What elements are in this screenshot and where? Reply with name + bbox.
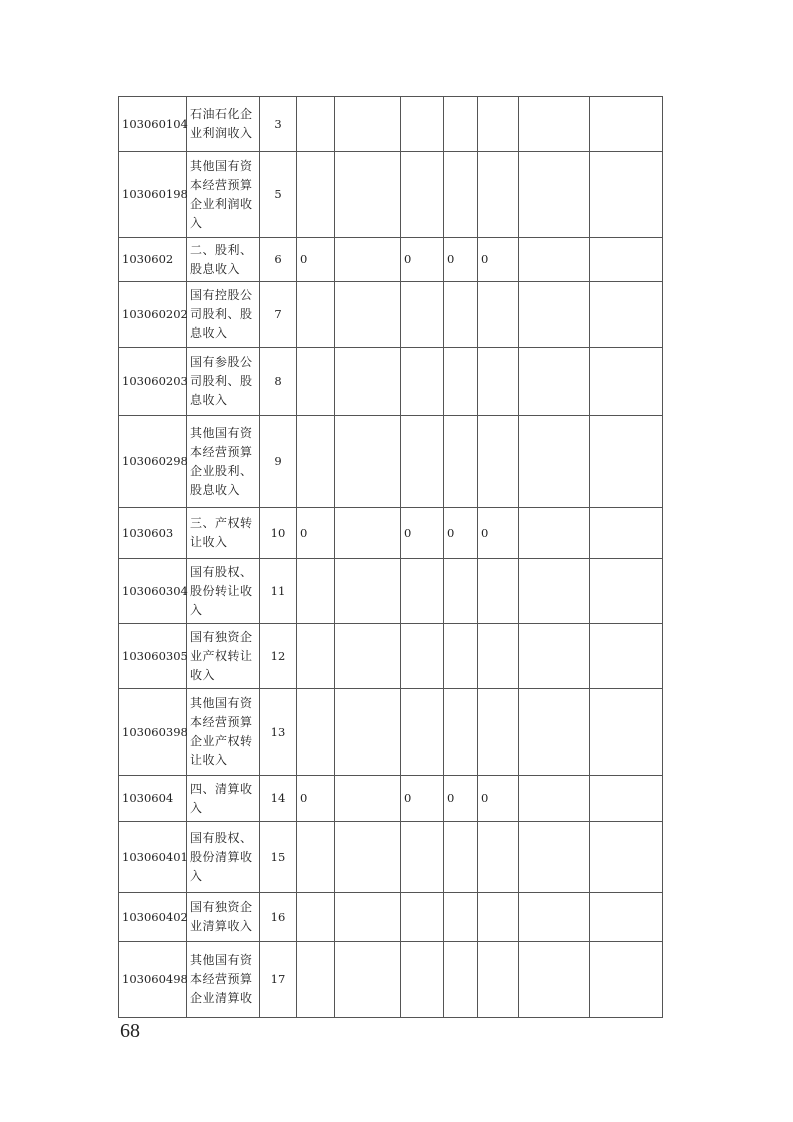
line-number-cell: 5 <box>260 152 297 238</box>
account-code-cell: 1030604 <box>119 776 187 822</box>
value-cell <box>519 893 590 942</box>
value-cell <box>590 97 663 152</box>
value-cell: 0 <box>444 508 478 559</box>
line-number-cell: 6 <box>260 238 297 282</box>
value-cell <box>478 416 519 508</box>
account-name-cell: 其他国有资本经营预算企业产权转让收入 <box>187 689 260 776</box>
value-cell <box>519 689 590 776</box>
value-cell <box>335 893 401 942</box>
line-number-cell: 11 <box>260 559 297 624</box>
value-cell <box>478 689 519 776</box>
account-code-cell: 103060304 <box>119 559 187 624</box>
account-name-cell: 其他国有资本经营预算企业利润收入 <box>187 152 260 238</box>
table-row <box>119 238 663 282</box>
value-cell <box>401 893 444 942</box>
value-cell <box>401 97 444 152</box>
value-cell <box>297 152 335 238</box>
value-cell <box>590 508 663 559</box>
table-row <box>119 624 663 689</box>
account-code-cell: 1030602 <box>119 238 187 282</box>
value-cell: 0 <box>297 508 335 559</box>
value-cell <box>590 238 663 282</box>
value-cell <box>444 282 478 348</box>
value-cell <box>590 282 663 348</box>
value-cell <box>519 238 590 282</box>
line-number-cell: 8 <box>260 348 297 416</box>
account-name-cell: 其他国有资本经营预算企业清算收 <box>187 942 260 1018</box>
table-row <box>119 822 663 893</box>
value-cell <box>590 348 663 416</box>
value-cell <box>335 97 401 152</box>
account-name-cell: 二、股利、股息收入 <box>187 238 260 282</box>
value-cell <box>590 822 663 893</box>
value-cell <box>519 282 590 348</box>
value-cell <box>401 416 444 508</box>
value-cell <box>335 559 401 624</box>
value-cell <box>590 559 663 624</box>
value-cell <box>297 822 335 893</box>
value-cell <box>335 624 401 689</box>
value-cell: 0 <box>478 776 519 822</box>
line-number-cell: 17 <box>260 942 297 1018</box>
account-name-cell: 国有控股公司股利、股息收入 <box>187 282 260 348</box>
value-cell: 0 <box>401 238 444 282</box>
value-cell <box>297 942 335 1018</box>
value-cell: 0 <box>444 776 478 822</box>
account-code-cell: 103060498 <box>119 942 187 1018</box>
account-name-cell: 其他国有资本经营预算企业股利、股息收入 <box>187 416 260 508</box>
table-row <box>119 776 663 822</box>
value-cell <box>335 822 401 893</box>
value-cell <box>444 689 478 776</box>
account-name-cell: 国有独资企业清算收入 <box>187 893 260 942</box>
line-number-cell: 13 <box>260 689 297 776</box>
account-code-cell: 103060402 <box>119 893 187 942</box>
value-cell <box>590 893 663 942</box>
value-cell <box>519 97 590 152</box>
value-cell <box>519 559 590 624</box>
table-row <box>119 282 663 348</box>
value-cell <box>297 689 335 776</box>
account-name-cell: 国有参股公司股利、股息收入 <box>187 348 260 416</box>
value-cell: 0 <box>478 508 519 559</box>
value-cell <box>478 348 519 416</box>
value-cell <box>335 776 401 822</box>
value-cell: 0 <box>297 238 335 282</box>
value-cell <box>401 282 444 348</box>
value-cell <box>297 893 335 942</box>
value-cell <box>590 689 663 776</box>
value-cell: 0 <box>401 508 444 559</box>
account-code-cell: 103060401 <box>119 822 187 893</box>
value-cell <box>335 238 401 282</box>
value-cell <box>297 282 335 348</box>
line-number-cell: 9 <box>260 416 297 508</box>
table-row <box>119 689 663 776</box>
value-cell <box>335 508 401 559</box>
value-cell <box>444 822 478 893</box>
value-cell <box>519 348 590 416</box>
value-cell <box>478 559 519 624</box>
value-cell: 0 <box>444 238 478 282</box>
line-number-cell: 15 <box>260 822 297 893</box>
account-code-cell: 103060298 <box>119 416 187 508</box>
account-code-cell: 103060202 <box>119 282 187 348</box>
account-code-cell: 103060398 <box>119 689 187 776</box>
table-body <box>119 97 663 1018</box>
value-cell <box>519 416 590 508</box>
value-cell <box>590 152 663 238</box>
value-cell <box>444 97 478 152</box>
page-number: 68 <box>120 1020 140 1042</box>
line-number-cell: 16 <box>260 893 297 942</box>
value-cell <box>478 942 519 1018</box>
value-cell: 0 <box>478 238 519 282</box>
value-cell <box>519 776 590 822</box>
account-code-cell: 1030603 <box>119 508 187 559</box>
account-code-cell: 103060305 <box>119 624 187 689</box>
account-name-cell: 国有股权、股份转让收入 <box>187 559 260 624</box>
value-cell <box>590 942 663 1018</box>
value-cell <box>401 348 444 416</box>
value-cell <box>444 624 478 689</box>
value-cell <box>478 282 519 348</box>
value-cell <box>478 152 519 238</box>
value-cell <box>335 942 401 1018</box>
value-cell: 0 <box>401 776 444 822</box>
budget-table <box>118 96 663 1018</box>
line-number-cell: 7 <box>260 282 297 348</box>
value-cell <box>444 348 478 416</box>
table-row <box>119 152 663 238</box>
value-cell <box>401 152 444 238</box>
value-cell <box>401 559 444 624</box>
value-cell <box>519 152 590 238</box>
value-cell <box>335 416 401 508</box>
account-name-cell: 三、产权转让收入 <box>187 508 260 559</box>
value-cell <box>590 416 663 508</box>
table-row <box>119 508 663 559</box>
table-row <box>119 97 663 152</box>
account-code-cell: 103060203 <box>119 348 187 416</box>
value-cell <box>335 348 401 416</box>
account-name-cell: 四、清算收入 <box>187 776 260 822</box>
account-code-cell: 103060198 <box>119 152 187 238</box>
line-number-cell: 3 <box>260 97 297 152</box>
table-row <box>119 559 663 624</box>
value-cell <box>297 624 335 689</box>
value-cell <box>444 416 478 508</box>
account-code-cell: 103060104 <box>119 97 187 152</box>
line-number-cell: 14 <box>260 776 297 822</box>
value-cell <box>297 97 335 152</box>
account-name-cell: 国有股权、股份清算收入 <box>187 822 260 893</box>
value-cell <box>590 776 663 822</box>
value-cell <box>478 624 519 689</box>
value-cell <box>297 416 335 508</box>
table-row <box>119 893 663 942</box>
line-number-cell: 12 <box>260 624 297 689</box>
value-cell <box>297 348 335 416</box>
value-cell <box>297 559 335 624</box>
table-row <box>119 416 663 508</box>
value-cell <box>401 822 444 893</box>
value-cell <box>444 152 478 238</box>
value-cell <box>590 624 663 689</box>
value-cell <box>335 282 401 348</box>
value-cell <box>335 689 401 776</box>
table-row <box>119 942 663 1018</box>
account-name-cell: 国有独资企业产权转让收入 <box>187 624 260 689</box>
line-number-cell: 10 <box>260 508 297 559</box>
value-cell <box>444 559 478 624</box>
value-cell <box>401 624 444 689</box>
value-cell <box>335 152 401 238</box>
account-name-cell: 石油石化企业利润收入 <box>187 97 260 152</box>
value-cell <box>444 893 478 942</box>
value-cell <box>478 893 519 942</box>
value-cell <box>478 822 519 893</box>
value-cell <box>401 942 444 1018</box>
value-cell <box>478 97 519 152</box>
value-cell <box>519 508 590 559</box>
table-row <box>119 348 663 416</box>
value-cell <box>519 942 590 1018</box>
value-cell <box>444 942 478 1018</box>
value-cell <box>519 822 590 893</box>
value-cell <box>401 689 444 776</box>
value-cell <box>519 624 590 689</box>
value-cell: 0 <box>297 776 335 822</box>
